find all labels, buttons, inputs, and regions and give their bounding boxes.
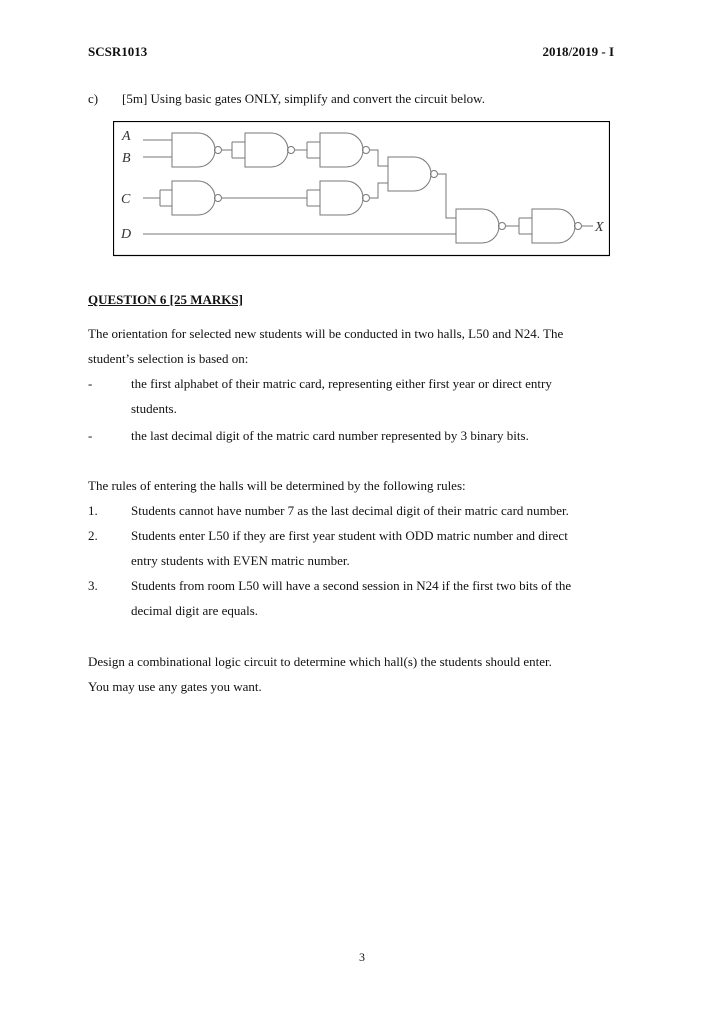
nand-gate-6 [388,157,431,191]
session-label: 2018/2019 - I [542,44,614,59]
intro-line-1: The orientation for selected new students will be conducted in two halls, L50 and N24. The [88,326,564,341]
criteria-marker: - [88,376,93,391]
question-6-title: QUESTION 6 [25 MARKS] [88,292,243,307]
criteria-text-line1: the first alphabet of their matric card, representing either first year or direct entry [131,376,552,391]
design-line-2: You may use any gates you want. [88,679,262,694]
intro-line-2: student’s selection is based on: [88,351,249,366]
rule-text-line2: decimal digit are equals. [131,603,259,618]
nand-gate-7 [456,209,499,243]
inverter-bubble-1 [215,147,222,154]
circuit-frame [114,122,610,256]
rule-text-line1: Students from room L50 will have a second session in N24 if the first two bits of the [131,578,572,593]
nand-gate-4 [172,181,215,215]
nand-gate-8 [532,209,575,243]
rule-text-line1: Students cannot have number 7 as the last decimal digit of their matric card number. [131,503,569,518]
nand-gate-3 [320,133,363,167]
inverter-bubble-8 [575,223,582,230]
inverter-bubble-7 [499,223,506,230]
inverter-bubble-6 [431,171,438,178]
criteria-marker: - [88,428,93,443]
input-label-b: B [122,151,131,166]
inverter-bubble-3 [363,147,370,154]
criteria-text-line2: students. [131,401,177,416]
nand-gate-2 [245,133,288,167]
nand-gate-1 [172,133,215,167]
course-code: SCSR1013 [88,44,148,59]
page-number: 3 [359,950,365,964]
design-line-1: Design a combinational logic circuit to determine which hall(s) the students should enter. [88,654,552,669]
inverter-bubble-4 [215,195,222,202]
input-label-d: D [121,227,132,242]
inverter-bubble-2 [288,147,295,154]
nand-gate-5 [320,181,363,215]
criteria-text-line1: the last decimal digit of the matric card number represented by 3 binary bits. [131,428,529,443]
inverter-bubble-5 [363,195,370,202]
rule-number: 3. [88,578,98,593]
rule-number: 2. [88,528,98,543]
input-label-c: C [121,192,131,207]
output-label-x: X [595,220,604,235]
logic-circuit-diagram [113,121,610,257]
rule-text-line1: Students enter L50 if they are first year student with ODD matric number and direct [131,528,568,543]
rules-intro: The rules of entering the halls will be determined by the following rules: [88,478,466,493]
input-label-a: A [122,129,131,144]
rule-number: 1. [88,503,98,518]
part-c-label: c) [88,91,99,106]
rule-text-line2: entry students with EVEN matric number. [131,553,350,568]
part-c-text: [5m] Using basic gates ONLY, simplify and convert the circuit below. [122,91,485,106]
